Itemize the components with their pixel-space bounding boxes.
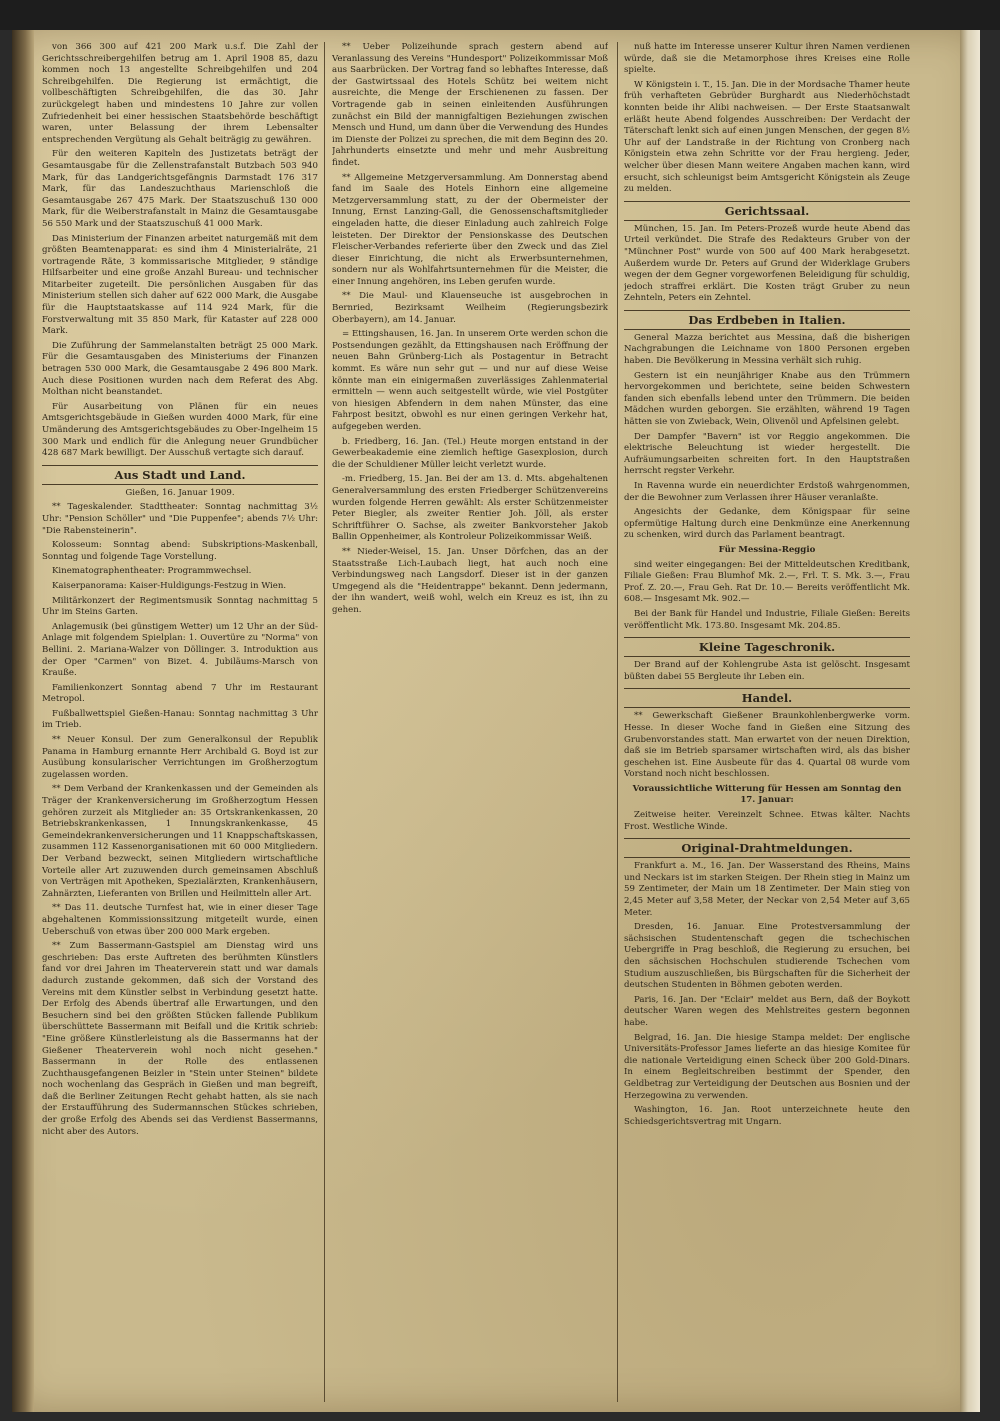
paragraph: ** Das 11. deutsche Turnfest hat, wie in einer dieser Tage abgehaltenen Kommissionssitzung mitgeteilt wurde, einen Ueberschuß von etwas über 200 000 Mark ergeben. [42,903,318,937]
paragraph: b. Friedberg, 16. Jan. (Tel.) Heute morgen entstand in der Gewerbeakademie eine ziemlich heftige Gasexplosion, durch die der Schuldiener Müller leicht verletzt wurde. [332,436,608,470]
paragraph: ** Dem Verband der Krankenkassen und der Gemeinden als Träger der Krankenversicherung im Großherzogtum Hessen gehören zurzeit als Mitglieder an: 35 Ortskrankenkassen, 20 Betriebskrankenkassen, 1 Innungskrankenkasse, 45 Gemeindekrankenversicherungen und 11 Knappschaftskassen, zusammen 112 Kassenorganisationen mit 60 000 Mitgliedern. Der Verband bezweckt, seinen Mitgliedern wirtschaftliche Vorteile aller Art zuzuwenden durch gemeinsamen Abschluß von Verträgen mit Apotheken, Spezialärzten, Krankenhäusern, Zahnärzten, Lieferanten von Brillen und Heilmitteln aller Art. [42,784,318,899]
column-3 [624,42,910,1402]
paragraph: W Königstein i. T., 15. Jan. Die in der Mordsache Thamer heute früh verhafteten Gebrüder Burghardt aus Niederhöchstadt konnten beide ihr Alibi nachweisen. — Der Erste Staatsanwalt erläßt heute Abend folgendes Ausschreiben: Der Verdacht der Täterschaft lenkt sich auf einen jungen Menschen, der gegen 8½ Uhr auf der Landstraße in der Richtung von Cronberg nach Königstein etwa zehn Schritte vor der Frau hergieng. Jeder, welcher über diesen Mann weitere Angaben machen kann, wird ersucht, sich schleunigst beim Amtsgericht Königstein als Zeuge zu melden. [624,79,910,195]
dateline: Gießen, 16. Januar 1909. [125,487,235,498]
paragraph: Der Brand auf der Kohlengrube Asta ist gelöscht. Insgesamt büßten dabei 55 Bergleute ihr Leben ein. [624,660,910,682]
paragraph: General Mazza berichtet aus Messina, daß die bisherigen Nachgrabungen die Leichname von 1800 Personen ergeben haben. Die Bevölkerung in Messina verhält sich ruhig. [624,332,910,367]
paragraph: ** Die Maul- und Klauenseuche ist ausgebrochen in Bernried, Bezirksamt Weilheim (Regierungsbezirk Oberbayern), am 14. Januar. [332,291,608,325]
weather-heading: Voraussichtliche Witterung für Hessen am Sonntag den 17. Januar: [632,783,902,806]
paragraph: Dresden, 16. Januar. Eine Protestversammlung der sächsischen Studentenschaft gegen die tschechischen Uebergriffe in Prag beschloß, die Regierung zu ersuchen, bei den sächsischen Hochschulen studierende Tschechen vom Studium auszuschließen, bis Bürgschaften für die Sicherheit der deutschen Studenten in Böhmen geboten werden. [624,922,910,991]
page-edge [960,30,980,1412]
paragraph: Angesichts der Gedanke, dem Königspaar für seine opfermütige Haltung durch eine Denkmünze eine Anerkennung zu schenken, wird durch das Parlament beantragt. [624,507,910,541]
paragraph: ** Gewerkschaft Gießener Braunkohlenbergwerke vorm. Hesse. In dieser Woche fand in Gießen eine Sitzung des Grubenvorstandes statt. Man erwartet von der neuen Direktion, daß sie im Betrieb sparsamer wirtschaften wird, als das bisher geschehen ist. Eine Ausbeute für das 4. Quartal 08 wurde vom Vorstand noch nicht beschlossen. [624,711,910,780]
column-2 [332,42,608,1402]
paragraph: Bei der Bank für Handel und Industrie, Filiale Gießen: Bereits veröffentlicht Mk. 173.80. Insgesamt Mk. 204.85. [624,608,910,631]
paragraph: Anlagemusik (bei günstigem Wetter) um 12 Uhr an der Süd-Anlage mit folgendem Spielplan: 1. Ouvertüre zu "Norma" von Bellini. 2. Mariana-Walzer von Döllinger. 3. Introduktion aus der Oper "Carmen" von Bizet. 4. Jubiläums-Marsch von Krauße. [42,621,318,679]
paragraph: sind weiter eingegangen: Bei der Mitteldeutschen Kreditbank, Filiale Gießen: Frau Blumhof Mk. 2.—, Frl. T. S. Mk. 3.—, Frau Prof. Z. 20.—, Frau Geh. Rat Dr. 10.— Bereits veröffentlicht Mk. 608.— Insgesamt Mk. 902.— [624,559,910,605]
section-heading: Handel. [624,688,910,708]
paragraph: Gestern ist ein neunjähriger Knabe aus den Trümmern hervorgekommen und berichtete, seine beiden Schwestern fanden sich ebenfalls lebend unter den Trümmern. Die beiden Mädchen wurden geborgen. Sie erzählten, während 19 Tagen hätten sie von Zwieback, Wein, Olivenöl und Apfelsinen gelebt. [624,370,910,428]
paragraph: ** Nieder-Weisel, 15. Jan. Unser Dörfchen, das an der Staatsstraße Lich-Laubach liegt, hat auch noch eine Verbindungsweg nach Langsdorf. Dieser ist in der ganzen Umgegend als die "Heidentrappe" bekannt. Denn jedermann, der ihn wandert, weiß wohl, welch ein Kreuz es ist, ihn zu gehen. [332,546,608,615]
paragraph: Kolosseum: Sonntag abend: Subskriptions-Maskenball, Sonntag und folgende Tage Vorstellung. [42,540,318,562]
paragraph: Paris, 16. Jan. Der "Eclair" meldet aus Bern, daß der Boykott deutscher Waren wegen des Mehlstreites gestern begonnen habe. [624,994,910,1028]
paragraph: ** Ueber Polizeihunde sprach gestern abend auf Veranlassung des Vereins "Hundesport" Polizeikommissar Moß aus Saarbrücken. Der Vortrag fand so lebhaftes Interesse, daß der Gastwirtssaal des Hotels Schütz bei weitem nicht ausreichte, die Menge der Erschienenen zu fassen. Der Vortragende gab in seinen einleitenden Ausführungen zunächst ein Bild der mannigfaltigen Beziehungen zwischen Mensch und Hund, um dann über die Verwendung des Hundes im Dienste der Polizei zu sprechen, die mit dem Beginn des 20. Jahrhunderts einsetzte und mehr und mehr Ausbreitung findet. [332,42,608,168]
paragraph: von 366 300 auf 421 200 Mark u.s.f. Die Zahl der Gerichtsschreibergehilfen betrug am 1. April 1908 85, dazu kommen noch 13 angestellte Schreibgehilfen und 204 Schreibgehilfen. Die Regierung ist ermächtigt, die vollbeschäftigten Schreibgehilfen, die das 30. Jahr zurückgelegt haben und mindestens 10 Jahre zur vollen Zufriedenheit bei einer hessischen Staatsbehörde beschäftigt waren, unter Belassung der ihrem Lebensalter entsprechenden Vergütung als Gehalt beiträgig zu gewähren. [42,42,318,145]
paragraph: nuß hatte im Interesse unserer Kultur ihren Namen verdienen würde, daß sie die Metamorphose ihres Kreises eine Rolle spielte. [624,42,910,76]
paragraph: Kinematographentheater: Programmwechsel. [52,566,252,577]
newspaper-page [12,30,980,1412]
paragraph: Washington, 16. Jan. Root unterzeichnete heute den Schiedsgerichtsvertrag mit Ungarn. [624,1105,910,1127]
section-heading: Kleine Tageschronik. [624,637,910,657]
column-rule [617,42,618,1402]
paragraph: Frankfurt a. M., 16. Jan. Der Wasserstand des Rheins, Mains und Neckars ist im starken Steigen. Der Rhein stieg in Mainz um 59 Zentimeter, der Main um 18 Zentimeter. Der Main stieg von 2,45 Meter auf 3,58 Meter, der Neckar von 2,54 Meter auf 3,65 Meter. [624,861,910,918]
column-1 [42,42,318,1402]
paragraph: Familienkonzert Sonntag abend 7 Uhr im Restaurant Metropol. [42,682,318,705]
page-binding [12,30,34,1412]
paragraph: ** Zum Bassermann-Gastspiel am Dienstag wird uns geschrieben: Das erste Auftreten des berühmten Künstlers fand vor drei Jahren im Theaterverein statt und war damals dadurch zustande gekommen, daß sich der Vorstand des Vereins mit dem Künstler selbst in Verbindung gesetzt hatte. Der Erfolg des Abends übertraf alle Erwartungen, und den Besuchern sind bei den größten Stücken fallende Publikum überschüttete Bassermann mit Beifall und die Kritik schrieb: "Eine größere Künstlerleistung als die Bassermanns hat der Gießener Theaterverein wohl noch nicht gesehen." Bassermann in der Rolle des entlassenen Zuchthausgefangenen Beizler in "Stein unter Steinen" bildete noch wochenlang das Gespräch in Gießen und man begreift, daß die Berliner Zeitungen Recht gehabt hatten, als sie nach der Erstaufführung des Sudermannschen Stückes schrieben, der große Erfolg des Abends sei das Verdienst Bassermanns, nicht aber des Autors. [42,941,318,1137]
paragraph: Für Ausarbeitung von Plänen für ein neues Amtsgerichtsgebäude in Gießen wurden 4000 Mark, für eine Umänderung des Amtsgerichtsgebäudes zu Ober-Ingelheim 15 300 Mark und endlich für die Anlegung neuer Grundbücher 428 687 Mark bewilligt. Der Ausschuß vertagte sich darauf. [42,401,318,459]
paragraph: In Ravenna wurde ein neuerdichter Erdstoß wahrgenommen, der die Bewohner zum Verlassen ihrer Häuser veranlaßte. [624,481,910,503]
paragraph: Das Ministerium der Finanzen arbeitet naturgemäß mit dem größten Beamtenapparat: es sind ihm 4 Ministerialräte, 21 vortragende Räte, 3 kommissarische Mitglieder, 9 ständige Hilfsarbeiter und eine große Anzahl Bureau- und technischer Mitarbeiter zugeteilt. Die persönlichen Ausgaben für das Ministerium stellen sich daher auf 622 000 Mark, die Ausgabe für die Hauptstaatskasse auf 114 924 Mark, für die Forstverwaltung mit 35 850 Mark, für Kataster auf 228 000 Mark. [42,233,318,337]
paragraph: München, 15. Jan. Im Peters-Prozeß wurde heute Abend das Urteil verkündet. Die Strafe des Redakteurs Gruber von der "Münchner Post" wurde von 500 auf 400 Mark herabgesetzt. Außerdem wurde Dr. Peters auf Grund der Widerklage Grubers wegen der dem Gegner vorgeworfenen Beleidigung für schuldig, jedoch straffrei erklärt. Die Kosten trägt Gruber zu neun Zehnteln, Peters ein Zehntel. [624,223,910,304]
paragraph: Fußballwettspiel Gießen-Hanau: Sonntag nachmittag 3 Uhr im Trieb. [42,708,318,731]
background-top [0,0,1000,30]
paragraph: Der Dampfer "Bavern" ist vor Reggio angekommen. Die elektrische Beleuchtung ist wieder hergestellt. Die Aufräumungsarbeiten schreiten fort. In den Hauptstraßen herrscht regster Verkehr. [624,431,910,477]
paragraph: = Ettingshausen, 16. Jan. In unserem Orte werden schon die Postsendungen gezählt, da Ettingshausen nach Eröffnung der neuen Bahn Grünberg-Lich als Postagentur in Betracht kommt. Es wäre nun sehr gut — und nur auf diese Weise könnte man ein einigermaßen zuverlässiges Zahlenmaterial ermitteln — wenn auch seitgestellt würde, wie viel Postgüter von hiesigen Abfendern in dem nahen Münster, das eine Fahrpost besitzt, obwohl es nur einen geringen Verkehr hat, aufgegeben werden. [332,329,608,432]
column-rule [324,42,325,1402]
weather-text: Zeitweise heiter. Vereinzelt Schnee. Etwas kälter. Nachts Frost. Westliche Winde. [624,810,910,832]
section-heading: Das Erdbeben in Italien. [624,310,910,330]
paragraph: ** Tageskalender. Stadttheater: Sonntag nachmittag 3½ Uhr: "Pension Schöller" und "Die Puppenfee"; abends 7½ Uhr: "Die Rabensteinerin". [42,502,318,536]
paragraph: Kaiserpanorama: Kaiser-Huldigungs-Festzug in Wien. [52,580,287,591]
paragraph: ** Neuer Konsul. Der zum Generalkonsul der Republik Panama in Hamburg ernannte Herr Archibald G. Boyd ist zur Ausübung konsularischer Verrichtungen im Großherzogtum zugelassen worden. [42,735,318,780]
paragraph: Für den weiteren Kapiteln des Justizetats beträgt der Gesamtausgabe für die Zellenstrafanstalt Butzbach 503 940 Mark, für das Landgerichtsgefängnis Darmstadt 176 317 Mark, für das Landeszuchthaus Marienschloß die Gesamtausgabe 267 475 Mark. Der Staatszuschuß 130 000 Mark, für die Weiberstrafanstalt in Mainz die Gesamtausgabe 56 550 Mark und der Staatszuschuß 41 000 Mark. [42,149,318,229]
paragraph: Belgrad, 16. Jan. Die hiesige Stampa meldet: Der englische Universitäts-Professor James lieferte an das hiesige Komitee für die nationale Verteidigung einen Scheck über 200 Gold-Dinars. In einem Begleitschreiben bestimmt der Spender, den Geldbetrag zur Verteidigung der Deutschen aus Bosnien und der Herzegowina zu verwenden. [624,1032,910,1101]
paragraph: ** Allgemeine Metzgerversammlung. Am Donnerstag abend fand im Saale des Hotels Einhorn eine allgemeine Metzgerversammlung statt, zu der der Obermeister der Innung, Ernst Lanzing-Gall, die Genossenschaftsmitglieder eingeladen hatte, die dieser Einladung auch zahlreich Folge leisteten. Der Direktor der Pensionskasse des Deutschen Fleischer-Verbandes referierte über den Zweck und das Ziel dieser Einrichtung, die nicht als Erwerbsunternehmen, sondern nur als Wohlfahrtsunternehmen für die Meister, die einer Innung angehören, ins Leben gerufen wurde. [332,172,608,287]
paragraph: Die Zuführung der Sammelanstalten beträgt 25 000 Mark. Für die Gesamtausgaben des Ministeriums der Finanzen betragen 530 000 Mark, die Gesamtausgabe 2 496 800 Mark. Auch diese Positionen wurden nach dem Referat des Abg. Molthan nicht beanstandet. [42,340,318,398]
section-heading: Original-Drahtmeldungen. [624,838,910,858]
section-heading: Gerichtssaal. [624,201,910,221]
paragraph: Militärkonzert der Regimentsmusik Sonntag nachmittag 5 Uhr im Steins Garten. [42,595,318,618]
subheading: Für Messina-Reggio [718,544,816,555]
paragraph: -m. Friedberg, 15. Jan. Bei der am 13. d. Mts. abgehaltenen Generalversammlung des ersten Friedberger Schützenvereins wurden folgende Herren gewählt: Als erster Schützenmeister Peter Biegler, als zweiter Rentier Joh. Jöll, als erster Schriftführer O. Sachse, als zweiter Bankvorsteher Jakob Ballin Oppenheimer, als Kontroleur Polizeikommissar Weiß. [332,474,608,543]
section-heading: Aus Stadt und Land. [42,465,318,485]
